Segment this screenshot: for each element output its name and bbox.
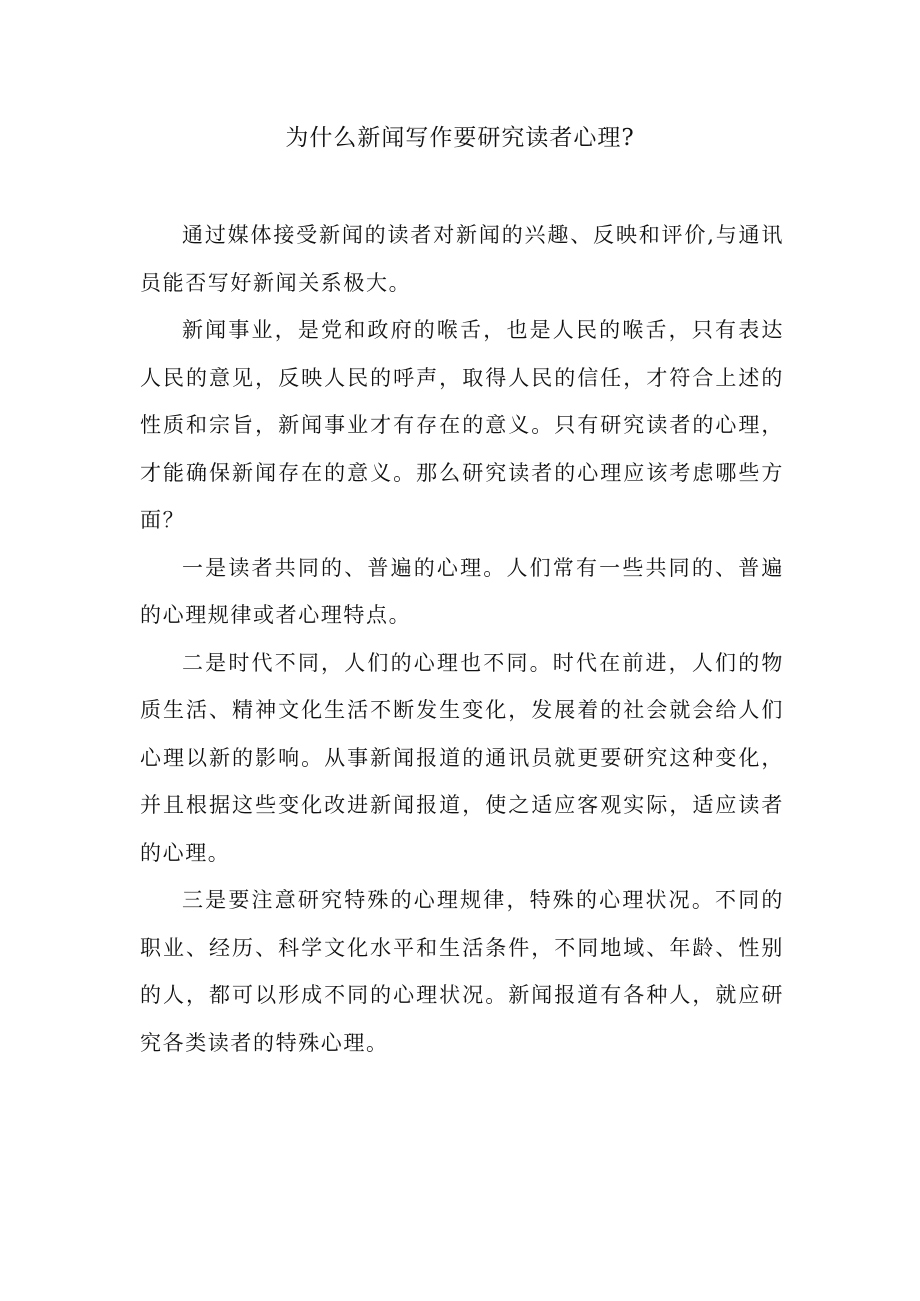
document-title: 为什么新闻写作要研究读者心理? xyxy=(285,125,635,151)
paragraph-5: 三是要注意研究特殊的心理规律，特殊的心理状况。不同的职业、经历、科学文化水平和生活条件，不同地域、年龄、性别的人，都可以形成不同的心理状况。新闻报道有各种人，就应研究各类读者的特殊心理。 xyxy=(140,888,784,1055)
paragraph-4: 二是时代不同，人们的心理也不同。时代在前进，人们的物质生活、精神文化生活不断发生变化，发展着的社会就会给人们心理以新的影响。从事新闻报道的通讯员就更要研究这种变化，并且根据这些变化改进新闻报道，使之适应客观实际，适应读者的心理。 xyxy=(140,650,784,865)
paragraph-2: 新闻事业，是党和政府的喉舌，也是人民的喉舌，只有表达人民的意见，反映人民的呼声，取得人民的信任，才符合上述的性质和宗旨，新闻事业才有存在的意义。只有研究读者的心理，才能确保新闻存在的意义。那么研究读者的心理应该考虑哪些方面？ xyxy=(140,318,784,532)
paragraph-3: 一是读者共同的、普遍的心理。人们常有一些共同的、普遍的心理规律或者心理特点。 xyxy=(140,555,784,627)
paragraph-1: 通过媒体接受新闻的读者对新闻的兴趣、反映和评价,与通讯员能否写好新闻关系极大。 xyxy=(140,223,784,295)
document-body xyxy=(140,212,784,1067)
